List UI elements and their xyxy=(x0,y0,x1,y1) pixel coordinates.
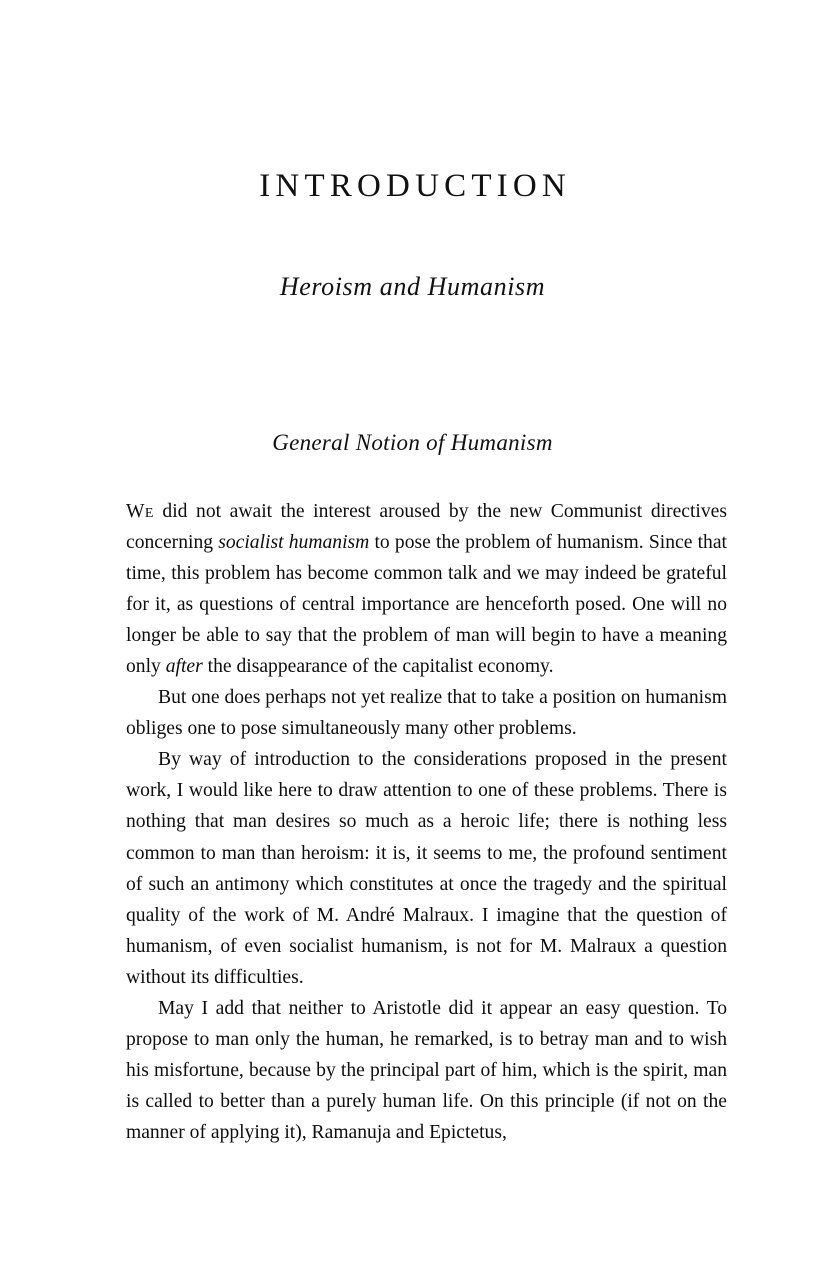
paragraph-2: But one does perhaps not yet realize that to take a position on humanism obliges one to pose simultaneously many other problems. xyxy=(126,687,727,740)
smallcaps-opening: We xyxy=(126,501,154,522)
chapter-subtitle: Heroism and Humanism xyxy=(279,272,546,301)
emphasis-text: socialist humanism xyxy=(218,532,370,554)
paragraph-4: May I add that neither to Aristotle did it appear an easy question. To propose to man only the human, he remarked, is to betray man and to wish his misfortune, because by the principal part of him, which is the spirit, man is called to better than a purely human life. On this principle (if not on the manner of applying it), Ramanuja and Epictetus, xyxy=(126,997,727,1143)
page-title: INTRODUCTION xyxy=(259,168,571,204)
section-heading: General Notion of Humanism xyxy=(272,430,553,455)
body-text-block xyxy=(126,496,727,1148)
emphasis-text: after xyxy=(165,656,203,678)
paragraph-1: We did not await the interest aroused by the new Communist directives concerning socialist humanism to pose the problem of humanism. Since that time, this problem has become common talk and we may indeed be grateful for it, as questions of central importance are henceforth posed. One will no longer be able to say that the problem of man will begin to have a meaning only after the disappearance of the capitalist economy. xyxy=(126,501,727,678)
paragraph-3: By way of introduction to the considerations proposed in the present work, I would like here to draw attention to one of these problems. There is nothing that man desires so much as a heroic life; there is nothing less common to man than heroism: it is, it seems to me, the profound sentiment of such an antimony which constitutes at once the tragedy and the spiritual quality of the work of M. André Malraux. I imagine that the question of humanism, of even socialist humanism, is not for M. Malraux a question without its difficulties. xyxy=(126,749,727,988)
